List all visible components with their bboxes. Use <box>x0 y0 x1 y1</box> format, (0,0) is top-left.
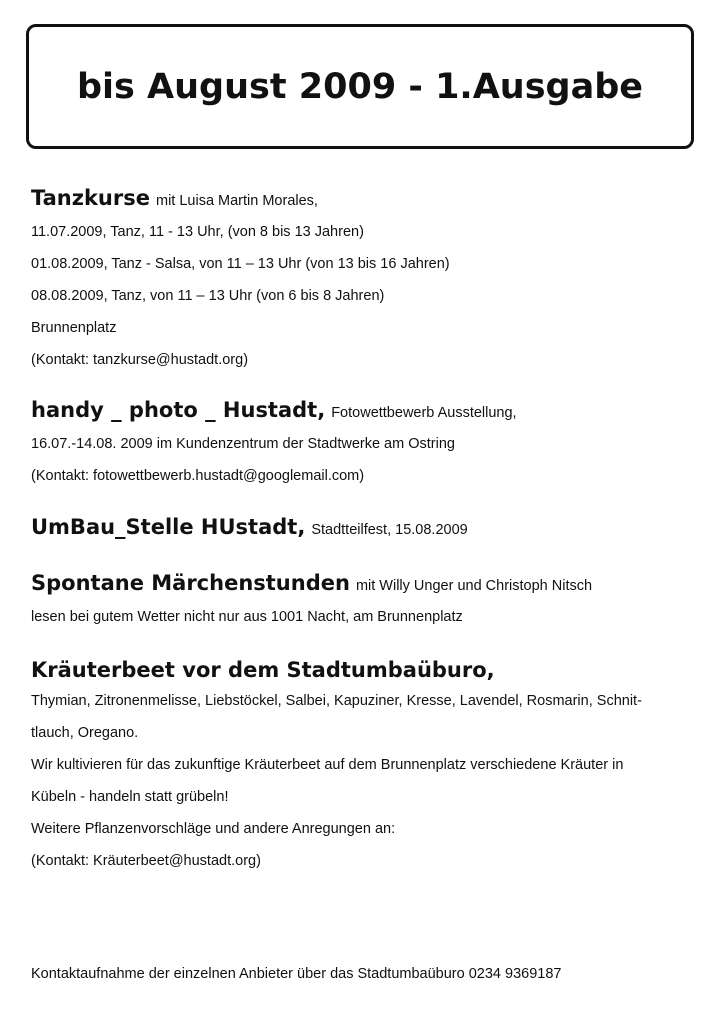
content <box>31 183 696 877</box>
contact-line: (Kontakt: tanzkurse@hustadt.org) <box>31 352 249 368</box>
contact-line: (Kontakt: fotowettbewerb.hustadt@googlemail.com) <box>31 468 365 484</box>
text-line: 01.08.2009, Tanz - Salsa, von 11 – 13 Uhr (von 13 bis 16 Jahren) <box>31 256 450 272</box>
heading-text: Kräuterbeet vor dem Stadtumbaüburo, <box>31 658 495 682</box>
contact-line: (Kontakt: Kräuterbeet@hustadt.org) <box>31 853 261 869</box>
section-heading <box>31 395 696 428</box>
heading-subtext: mit Willy Unger und Christoph Nitsch <box>355 578 593 594</box>
text-line: lesen bei gutem Wetter nicht nur aus 1001 Nacht, am Brunnenplatz <box>31 609 463 625</box>
heading-subtext: Fotowettbewerb Ausstellung, <box>331 405 517 421</box>
text-line: Brunnenplatz <box>31 320 117 336</box>
section-maerchenstunden <box>31 568 696 633</box>
page-title: bis August 2009 - 1.Ausgabe <box>76 66 644 107</box>
text-line: 08.08.2009, Tanz, von 11 – 13 Uhr (von 6 bis 8 Jahren) <box>31 288 385 304</box>
section-heading <box>31 183 696 216</box>
heading-text: Tanzkurse <box>31 186 150 210</box>
section-heading <box>31 512 696 545</box>
text-line: Thymian, Zitronenmelisse, Liebstöckel, Salbei, Kapuziner, Kresse, Lavendel, Rosmarin, Schnit- <box>31 693 642 709</box>
section-umbau-stelle <box>31 512 696 545</box>
section-heading <box>31 655 696 685</box>
text-line: Weitere Pflanzenvorschläge und andere Anregungen an: <box>31 821 396 837</box>
text-line: Kübeln - handeln statt grübeln! <box>31 789 229 805</box>
text-line: 16.07.-14.08. 2009 im Kundenzentrum der Stadtwerke am Ostring <box>31 436 455 452</box>
heading-text: UmBau_Stelle HUstadt, <box>31 515 306 539</box>
heading-text: Spontane Märchenstunden <box>31 571 350 595</box>
heading-subtext: mit Luisa Martin Morales, <box>155 193 318 209</box>
heading-text: handy _ photo _ Hustadt, <box>31 398 326 422</box>
text-line: tlauch, Oregano. <box>31 725 139 741</box>
section-tanzkurse <box>31 183 696 376</box>
section-kraeuterbeet <box>31 655 696 877</box>
title-box <box>26 24 694 149</box>
text-line: Wir kultivieren für das zukunftige Kräuterbeet auf dem Brunnenplatz verschiedene Kräuter in <box>31 757 624 773</box>
footer-contact: Kontaktaufnahme der einzelnen Anbieter über das Stadtumbaüburo 0234 9369187 <box>31 966 562 982</box>
heading-subtext: Stadtteilfest, 15.08.2009 <box>311 522 468 538</box>
text-line: 11.07.2009, Tanz, 11 - 13 Uhr, (von 8 bis 13 Jahren) <box>31 224 364 240</box>
section-handy-photo <box>31 395 696 492</box>
section-heading <box>31 568 696 601</box>
